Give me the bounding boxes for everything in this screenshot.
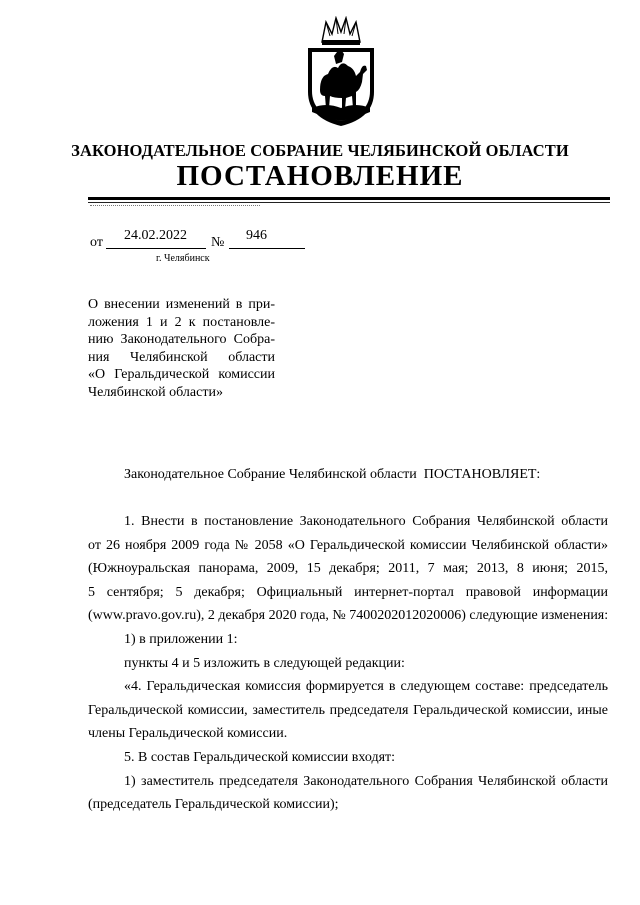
document-subject [88,296,275,401]
subject-line: ложения 1 и 2 к постановле- [88,314,275,330]
body-line: «4. Геральдическая комиссия формируется в следующем составе: председатель [124,679,608,695]
body-line: (www.pravo.gov.ru), 2 декабря 2020 года, № 7400202012020006) следующие изменения: [88,608,609,624]
city-label: г. Челябинск [156,253,210,264]
subject-line: «О Геральдической комиссии [88,367,275,382]
body-line: 1) в приложении 1: [124,631,238,647]
header-rule-thick [88,197,610,200]
date-underline [106,248,206,249]
header-rule-thin [88,202,610,203]
from-label: от [90,235,103,250]
body-line: члены Геральдической комиссии. [88,726,288,742]
body-line: 1. Внести в постановление Законодательного Собрания Челябинской области [124,514,608,529]
resolves-statement: Законодательное Собрание Челябинской области ПОСТАНОВЛЯЕТ: [124,467,541,482]
coat-of-arms-emblem [296,16,386,128]
body-line: (председатель Геральдической комиссии); [88,797,339,813]
body-line: 1) заместитель председателя Законодательного Собрания Челябинской области [124,773,608,789]
subject-line: нию Законодательного Собра- [88,332,275,347]
body-line: 5. В состав Геральдической комиссии входят: [124,749,396,765]
subject-line: ния Челябинской области [88,349,275,365]
document-body [88,510,608,817]
organization-name: ЗАКОНОДАТЕЛЬНОЕ СОБРАНИЕ ЧЕЛЯБИНСКОЙ ОБЛАСТИ [71,141,569,160]
subject-line: О внесении изменений в при- [88,297,275,312]
body-line: Геральдической комиссии, заместитель председателя Геральдической комиссии, иные [88,702,608,718]
header-rule-faint [90,205,260,207]
body-line: (Южноуральская панорама, 2009, 15 декабря; 2011, 7 мая; 2013, 8 июня; 2015, [88,561,608,577]
crown-icon [322,18,360,45]
subject-line: Челябинской области» [88,384,223,400]
document-type-title: ПОСТАНОВЛЕНИЕ [176,160,464,192]
document-number: 946 [246,228,267,243]
body-line: пункты 4 и 5 изложить в следующей редакции: [124,655,405,671]
number-label: № [211,235,225,250]
body-line: 5 сентября; 5 декабря; Официальный интернет-портал правовой информации [88,584,608,600]
document-date: 24.02.2022 [124,228,187,243]
body-line: от 26 ноября 2009 года № 2058 «О Геральдической комиссии Челябинской области» [88,537,608,553]
number-underline [229,248,305,249]
